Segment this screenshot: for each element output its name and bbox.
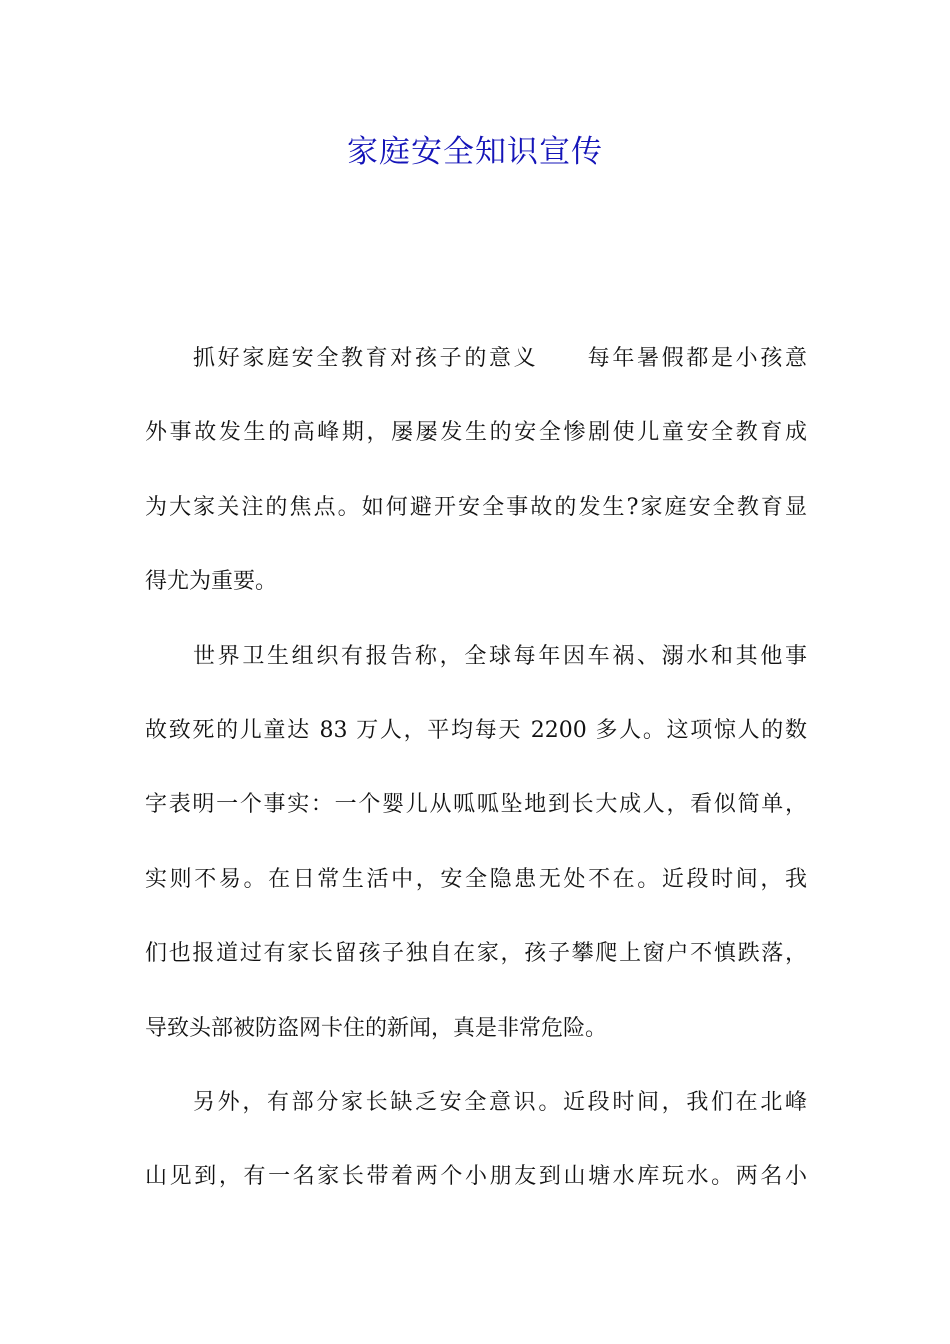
paragraph-2-line-1: 世界卫生组织有报告称，全球每年因车祸、溺水和其他事 — [193, 643, 807, 669]
paragraph-2-line-4: 实则不易。在日常生活中，安全隐患无处不在。近段时间，我 — [145, 866, 807, 892]
paragraph-2-line-2: 故致死的儿童达 83 万人，平均每天 2200 多人。这项惊人的数 — [145, 717, 807, 743]
document-title: 家庭安全知识宣传 — [347, 134, 603, 170]
paragraph-1-line-2: 外事故发生的高峰期，屡屡发生的安全惨剧使儿童安全教育成 — [145, 420, 807, 446]
paragraph-2-line-3: 字表明一个事实：一个婴儿从呱呱坠地到长大成人，看似简单， — [145, 792, 807, 818]
paragraph-2-line-6: 导致头部被防盗网卡住的新闻，真是非常危险。 — [145, 1015, 608, 1041]
paragraph-3-line-1: 另外，有部分家长缺乏安全意识。近段时间，我们在北峰 — [193, 1089, 807, 1115]
paragraph-3-line-2: 山见到，有一名家长带着两个小朋友到山塘水库玩水。两名小 — [145, 1164, 807, 1190]
paragraph-2-line-5: 们也报道过有家长留孩子独自在家，孩子攀爬上窗户不慎跌落， — [145, 941, 807, 967]
document-body — [145, 334, 807, 1227]
paragraph-1-line-1: 抓好家庭安全教育对孩子的意义 每年暑假都是小孩意 — [193, 346, 807, 371]
paragraph-1-line-4: 得尤为重要。 — [145, 569, 278, 595]
paragraph-1-line-3: 为大家关注的焦点。如何避开安全事故的发生?家庭安全教育显 — [145, 494, 807, 520]
